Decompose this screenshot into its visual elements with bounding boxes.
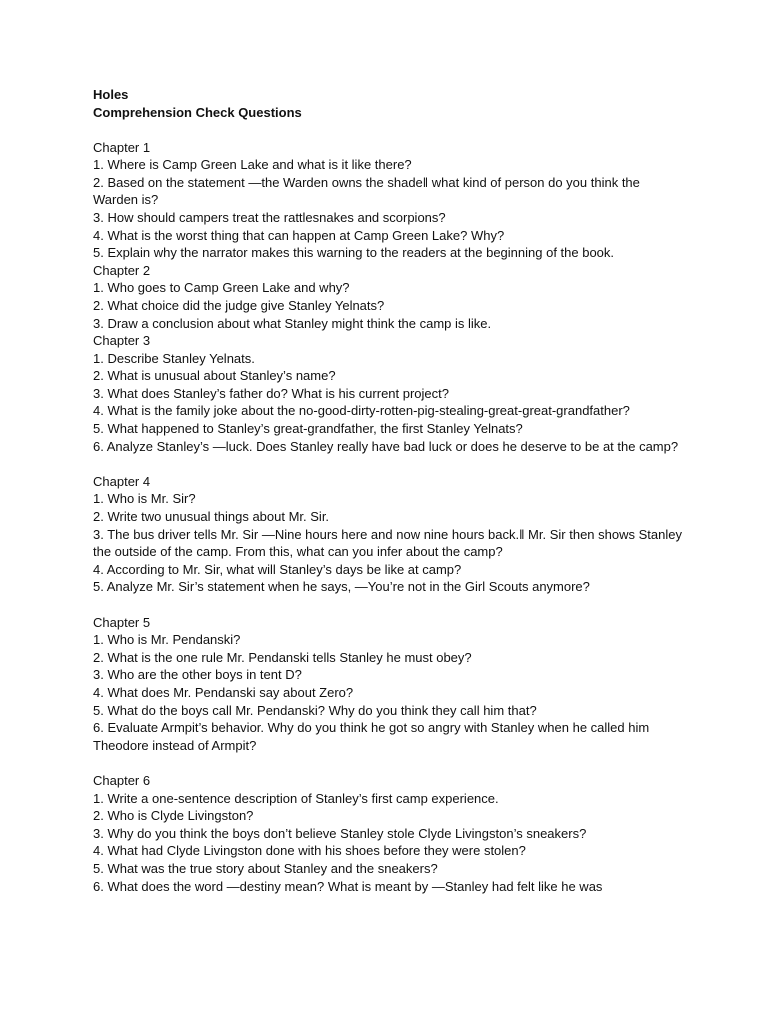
document-title: Holes (93, 87, 129, 102)
question-item: 2. What is unusual about Stanley’s name? (93, 368, 336, 384)
question-item: 1. Who goes to Camp Green Lake and why? (93, 280, 350, 296)
chapter-5-section (93, 614, 683, 755)
question-item: 6. What does the word ―destiny mean? What is meant by ―Stanley had felt like he was (93, 878, 603, 894)
question-item: 5. What do the boys call Mr. Pendanski? Why do you think they call him that? (93, 702, 537, 718)
question-item: 3. The bus driver tells Mr. Sir ―Nine hours here and now nine hours back.‖ Mr. Sir then shows Stanley the outside of the camp. From this, what can you infer about the camp? (93, 526, 682, 560)
chapter-heading: Chapter 3 (93, 333, 151, 349)
question-item: 1. Write a one-sentence description of Stanley’s first camp experience. (93, 790, 499, 806)
chapter-heading: Chapter 2 (93, 262, 151, 278)
question-item: 5. Analyze Mr. Sir’s statement when he says, ―You’re not in the Girl Scouts anymore? (93, 579, 590, 595)
question-item: 5. Explain why the narrator makes this warning to the readers at the beginning of the book. (93, 245, 615, 261)
chapter-heading: Chapter 5 (93, 614, 151, 630)
question-item: 2. Based on the statement ―the Warden owns the shade‖ what kind of person do you think the Warden is? (93, 174, 640, 208)
document-subtitle: Comprehension Check Questions (93, 104, 302, 120)
question-item: 6. Evaluate Armpit’s behavior. Why do you think he got so angry with Stanley when he called him Theodore instead of Armpit? (93, 720, 650, 753)
question-item: 4. What had Clyde Livingston done with his shoes before they were stolen? (93, 843, 526, 859)
question-item: 2. What choice did the judge give Stanley Yelnats? (93, 297, 385, 313)
question-item: 3. Draw a conclusion about what Stanley might think the camp is like. (93, 315, 492, 331)
question-item: 1. Who is Mr. Pendanski? (93, 632, 241, 648)
question-item: 4. What does Mr. Pendanski say about Zero? (93, 684, 354, 700)
question-item: 1. Who is Mr. Sir? (93, 491, 196, 507)
question-item: 5. What was the true story about Stanley and the sneakers? (93, 860, 438, 876)
spacer (93, 121, 683, 138)
chapter-4-section (93, 473, 683, 596)
question-item: 3. Why do you think the boys don’t believe Stanley stole Clyde Livingston’s sneakers? (93, 825, 587, 841)
question-item: 6. Analyze Stanley’s ―luck. Does Stanley really have bad luck or does he deserve to be at the camp? (93, 438, 679, 454)
question-item: 3. What does Stanley’s father do? What is his current project? (93, 385, 449, 401)
question-item: 4. What is the worst thing that can happen at Camp Green Lake? Why? (93, 227, 505, 243)
question-item: 2. Write two unusual things about Mr. Sir. (93, 509, 330, 525)
question-item: 3. Who are the other boys in tent D? (93, 667, 302, 683)
document-page (93, 86, 683, 895)
spacer (93, 754, 683, 772)
question-item: 2. What is the one rule Mr. Pendanski tells Stanley he must obey? (93, 649, 472, 665)
chapter-heading: Chapter 6 (93, 772, 151, 788)
question-item: 1. Where is Camp Green Lake and what is it like there? (93, 157, 412, 173)
question-item: 4. According to Mr. Sir, what will Stanley’s days be like at camp? (93, 561, 462, 577)
chapter-3-section (93, 332, 683, 455)
question-item: 3. How should campers treat the rattlesnakes and scorpions? (93, 209, 446, 225)
question-item: 5. What happened to Stanley’s great-grandfather, the first Stanley Yelnats? (93, 421, 523, 437)
spacer (93, 596, 683, 614)
chapter-2-section (93, 262, 683, 332)
chapter-heading: Chapter 4 (93, 473, 151, 489)
question-item: 4. What is the family joke about the no-good-dirty-rotten-pig-stealing-great-great-grandfather? (93, 403, 630, 419)
chapter-1-section (93, 139, 683, 262)
chapter-6-section (93, 772, 683, 895)
question-item: 2. Who is Clyde Livingston? (93, 808, 254, 824)
question-item: 1. Describe Stanley Yelnats. (93, 350, 255, 366)
spacer (93, 455, 683, 473)
chapter-heading: Chapter 1 (93, 139, 151, 155)
